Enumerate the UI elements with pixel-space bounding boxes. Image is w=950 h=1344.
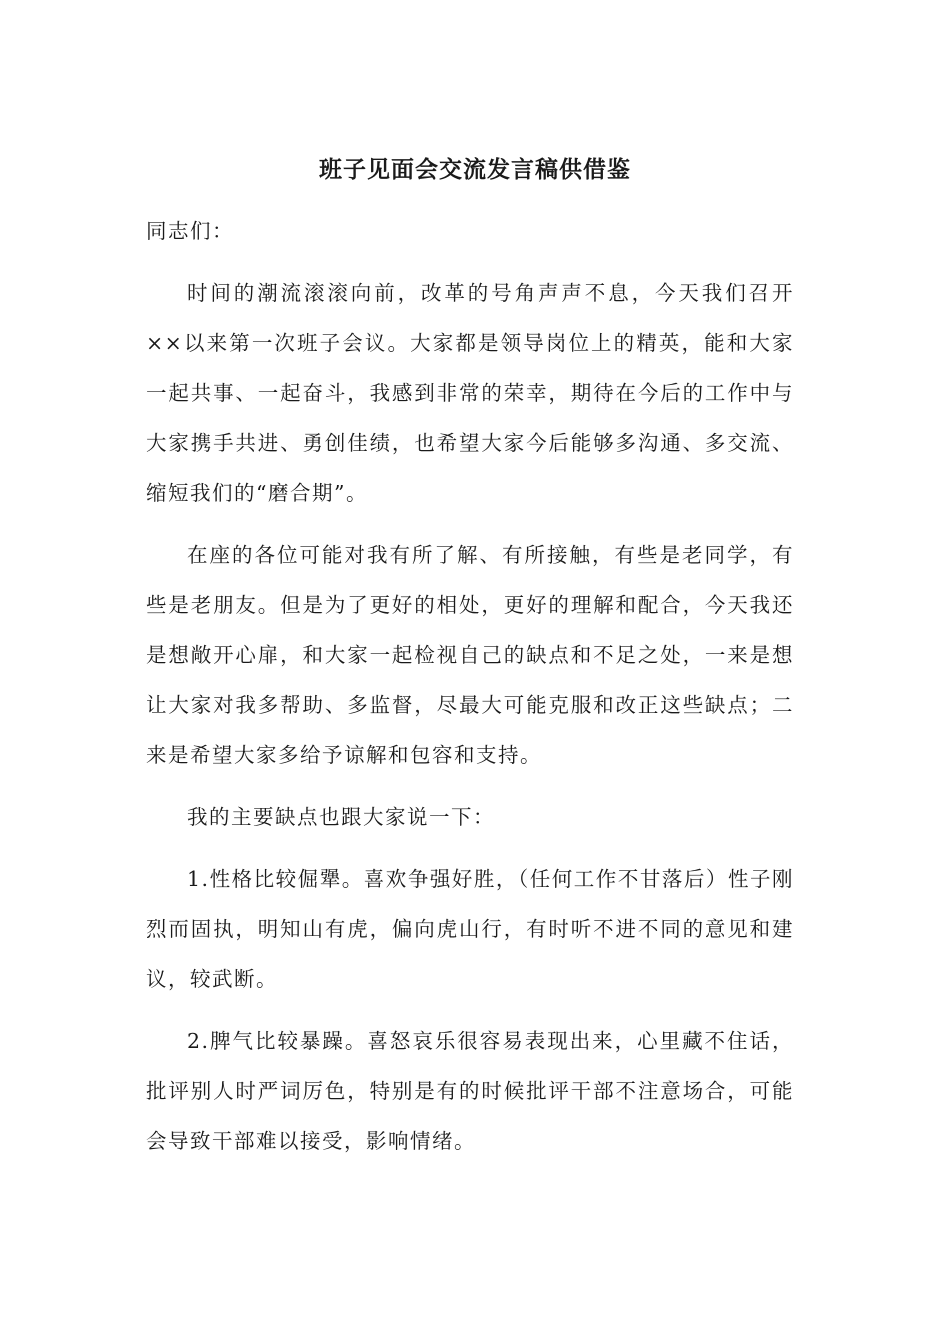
paragraph-shortcoming-1: 1.性格比较倔犟。喜欢争强好胜，（任何工作不甘落后）性子刚烈而固执，明知山有虎，偏向虎山行，有时听不进不同的意见和建议，较武断。 — [146, 867, 794, 991]
document-title: 班子见面会交流发言稿供借鉴 — [319, 156, 631, 183]
salutation: 同志们： — [146, 219, 234, 243]
paragraph-opening: 时间的潮流滚滚向前，改革的号角声声不息，今天我们召开××以来第一次班子会议。大家都是领导岗位上的精英，能和大家一起共事、一起奋斗，我感到非常的荣幸，期待在今后的工作中与大家携手共进、勇创佳绩，也希望大家今后能够多沟通、多交流、缩短我们的“磨合期”。 — [146, 281, 794, 505]
paragraph-shortcoming-2: 2.脾气比较暴躁。喜怒哀乐很容易表现出来，心里藏不住话，批评别人时严词厉色，特别是有的时候批评干部不注意场合，可能会导致干部难以接受，影响情绪。 — [146, 1029, 794, 1153]
paragraph-self-review: 在座的各位可能对我有所了解、有所接触，有些是老同学，有些是老朋友。但是为了更好的相处，更好的理解和配合，今天我还是想敞开心扉，和大家一起检视自己的缺点和不足之处，一来是想让大家对我多帮助、多监督，尽最大可能克服和改正这些缺点；二来是希望大家多给予谅解和包容和支持。 — [146, 543, 794, 767]
document-body — [146, 206, 794, 1178]
paragraph-shortcomings-intro: 我的主要缺点也跟大家说一下： — [187, 805, 495, 829]
